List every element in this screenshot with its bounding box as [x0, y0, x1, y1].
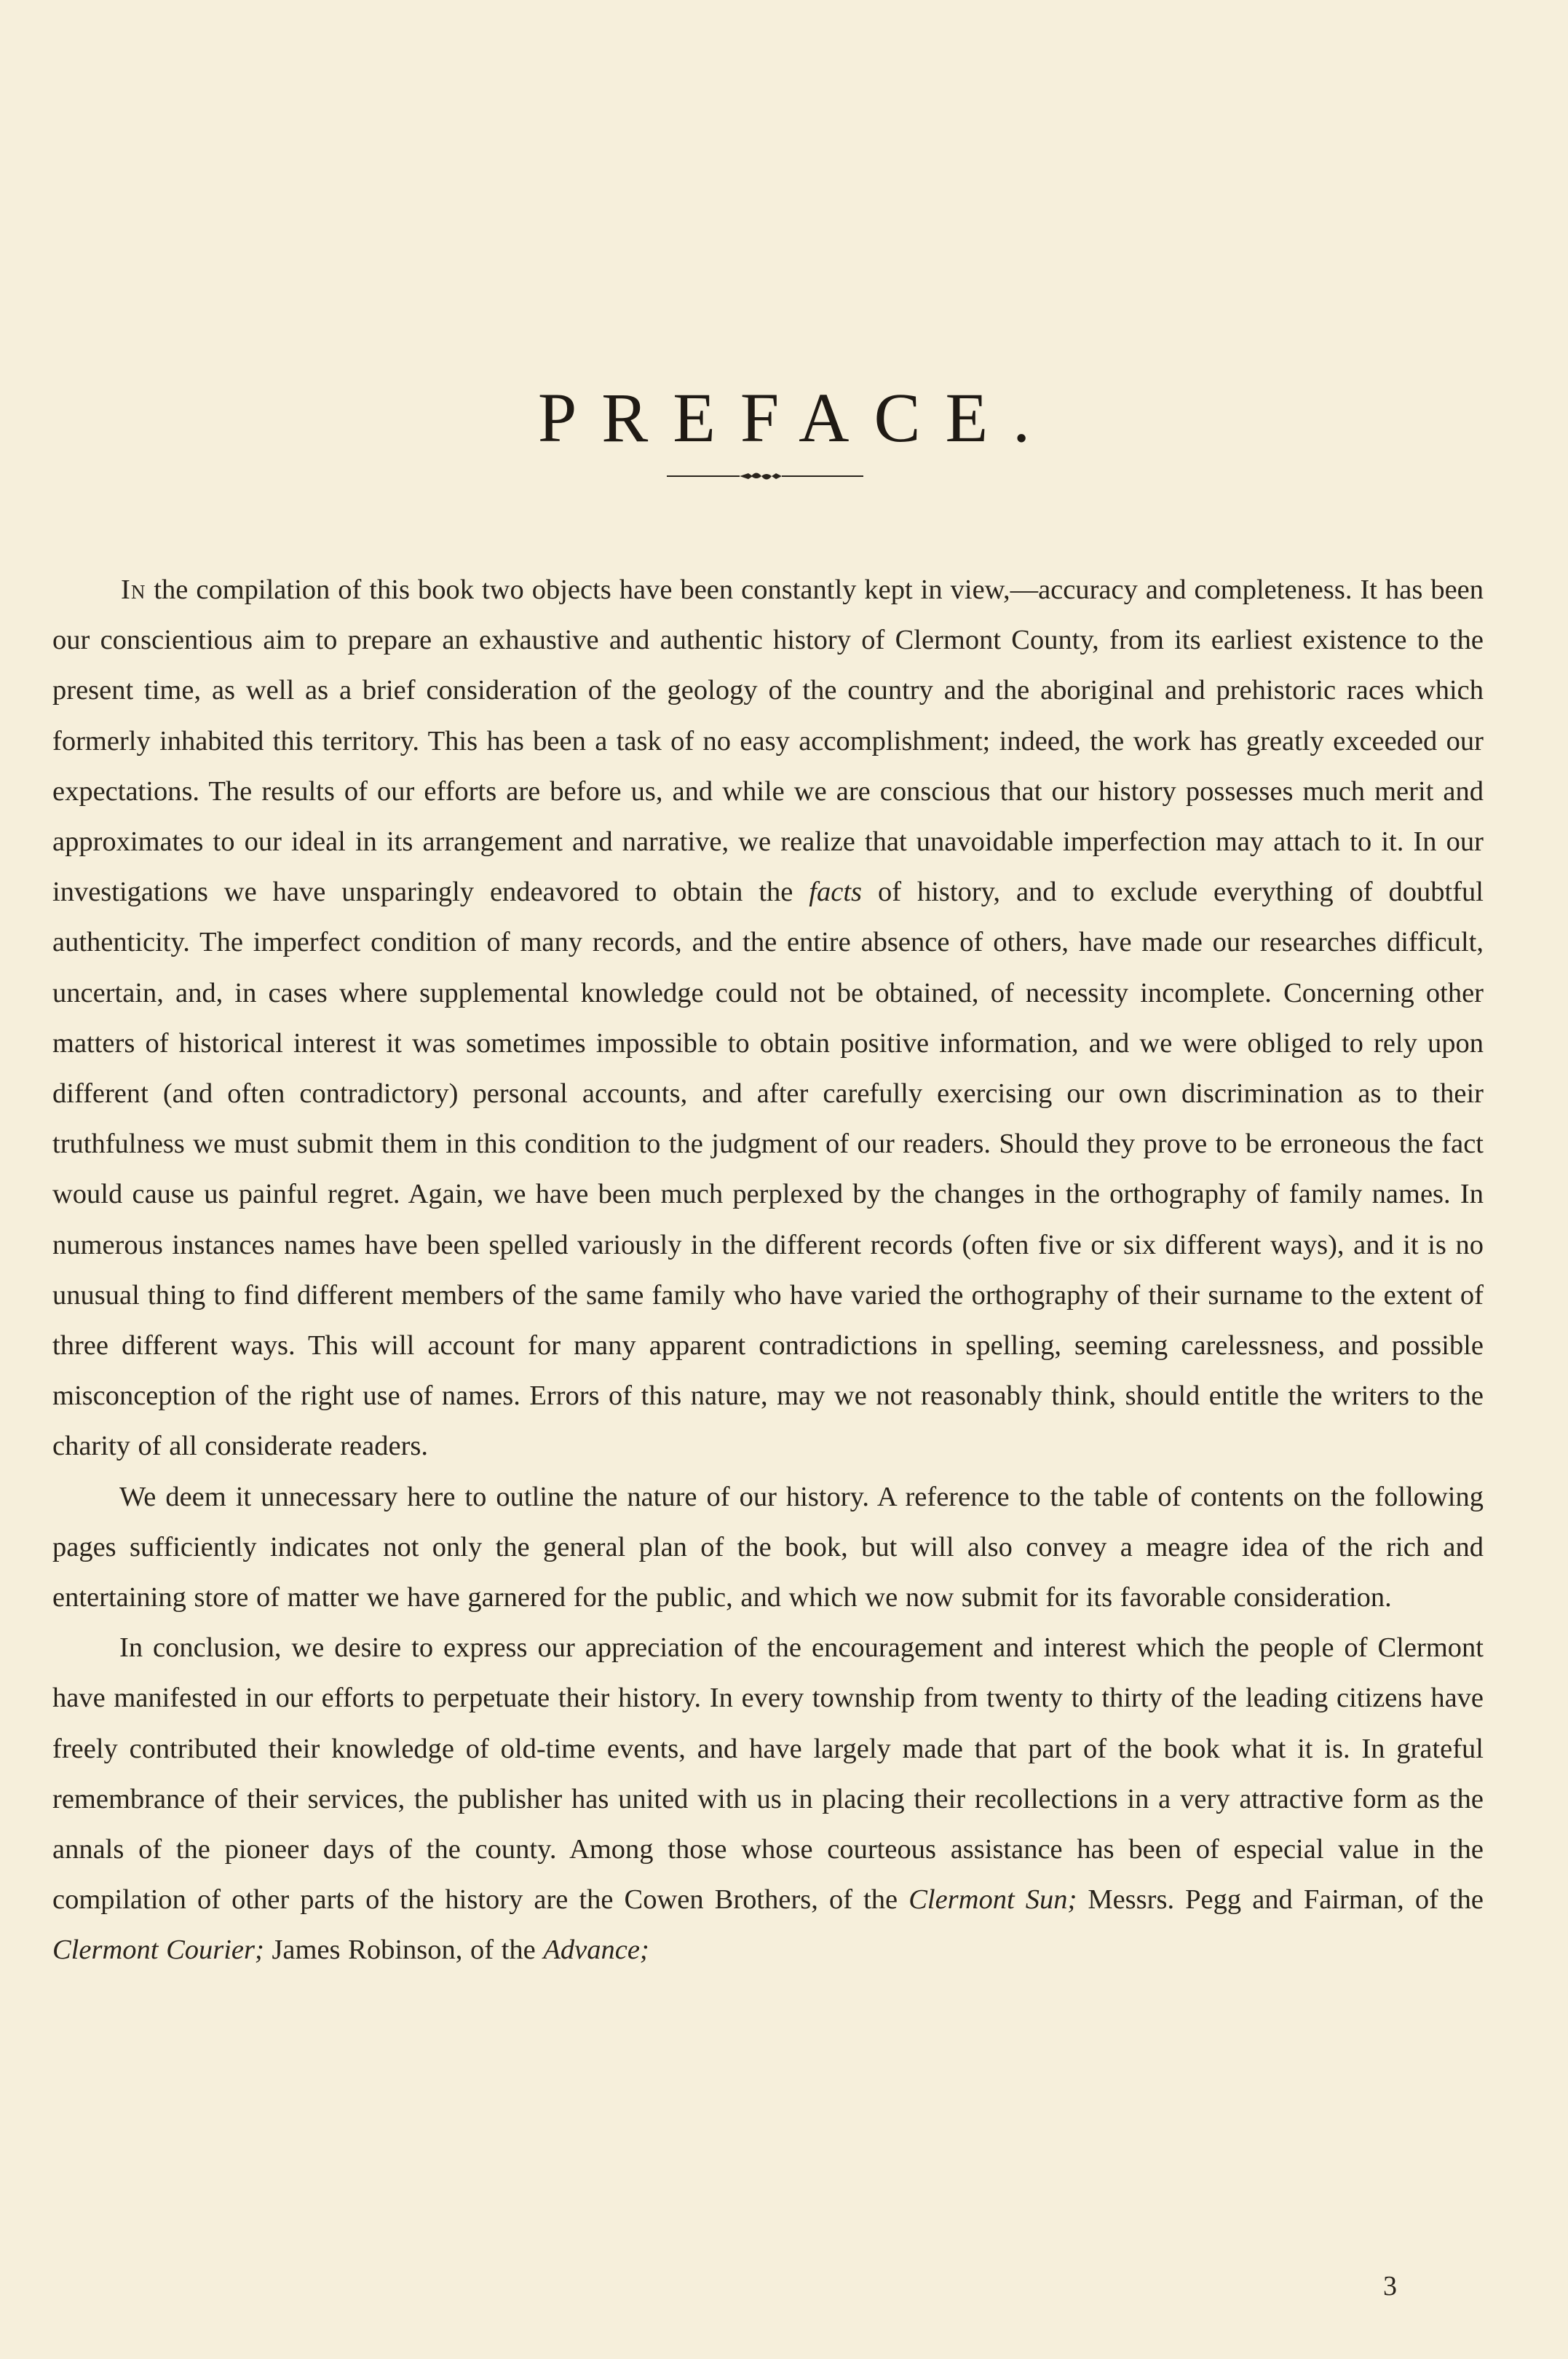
paragraph-3-italic-clermont-sun: Clermont Sun; — [908, 1884, 1077, 1916]
page-title: PREFACE. — [537, 379, 1056, 457]
paragraph-3-text-c: James Robinson, of the — [264, 1935, 544, 1966]
paragraph-1-italic-facts: facts — [809, 877, 863, 908]
paragraph-3 — [52, 1623, 1484, 1975]
paragraph-2: We deem it unnecessary here to outline the nature of our history. A reference to the table of contents on the following pages sufficiently indicates not only the general plan of the book, but will also convey a meagre idea of the rich and entertaining store of matter we have garnered for the public, and which we now submit for its favorable consideration. — [52, 1481, 1484, 1613]
paragraph-3-italic-advance: Advance; — [543, 1935, 649, 1966]
paragraph-1-text-b: of history, and to exclude everything of doubtful authenticity. The imperfect condition of many records, and the entire absence of others, have made our researches difficult, uncertain, and, in cases where supplemental knowledge could not be obtained, of necessity incomplete. Concerning other matters of historical interest it was sometimes impossible to obtain positive information, and we were obliged to rely upon different (and often contradictory) personal accounts, and after carefully exercising our own discrimination as to their truthfulness we must submit them in this condition to the judgment of our readers. Should they prove to be erroneous the fact would cause us painful regret. Again, we have been much perplexed by the changes in the orthography of family names. In numerous instances names have been spelled variously in the different records (often five or six different ways), and it is no unusual thing to find different members of the same family who have varied the orthography of their surname to the extent of three different ways. This will account for many apparent contradictions in spelling, seeming carelessness, and possible misconception of the right use of names. Errors of this nature, may we not reasonably think, should entitle the writers to the charity of all considerate readers. — [52, 877, 1484, 1462]
opening-word: In — [121, 574, 146, 605]
paragraph-1 — [52, 565, 1484, 1472]
page-number: 3 — [1383, 2271, 1397, 2301]
paragraph-3-text-b: Messrs. Pegg and Fairman, of the — [1077, 1884, 1484, 1916]
paragraph-3-text-a: In conclusion, we desire to express our appreciation of the encouragement and interest which the people of Clermont have manifested in our efforts to perpetuate their history. In every township from twenty to thirty of the leading citizens have freely contributed their knowledge of old-time events, and have largely made that part of the book what it is. In grateful remembrance of their services, the publisher has united with us in placing their recollections in a very attractive form as the annals of the pioneer days of the county. Among those whose courteous assistance has been of especial value in the compilation of other parts of the history are the Cowen Brothers, of the — [52, 1632, 1484, 1916]
paragraph-1-text-a: the compilation of this book two objects have been constantly kept in view,—accuracy and completeness. It has been our conscientious aim to prepare an exhaustive and authentic history of Clermont County, from its earliest existence to the present time, as well as a brief consideration of the geology of the country and the aboriginal and prehistoric races which formerly inhabited this territory. This has been a task of no easy accomplishment; indeed, the work has greatly exceeded our expectations. The results of our efforts are before us, and while we are conscious that our history possesses much merit and approximates to our ideal in its arrangement and narrative, we realize that unavoidable imperfection may attach to it. In our investigations we have unsparingly endeavored to obtain the — [52, 574, 1484, 908]
ornamental-rule — [667, 467, 863, 485]
preface-body — [52, 565, 1484, 1976]
paragraph-3-italic-clermont-courier: Clermont Courier; — [52, 1935, 264, 1966]
